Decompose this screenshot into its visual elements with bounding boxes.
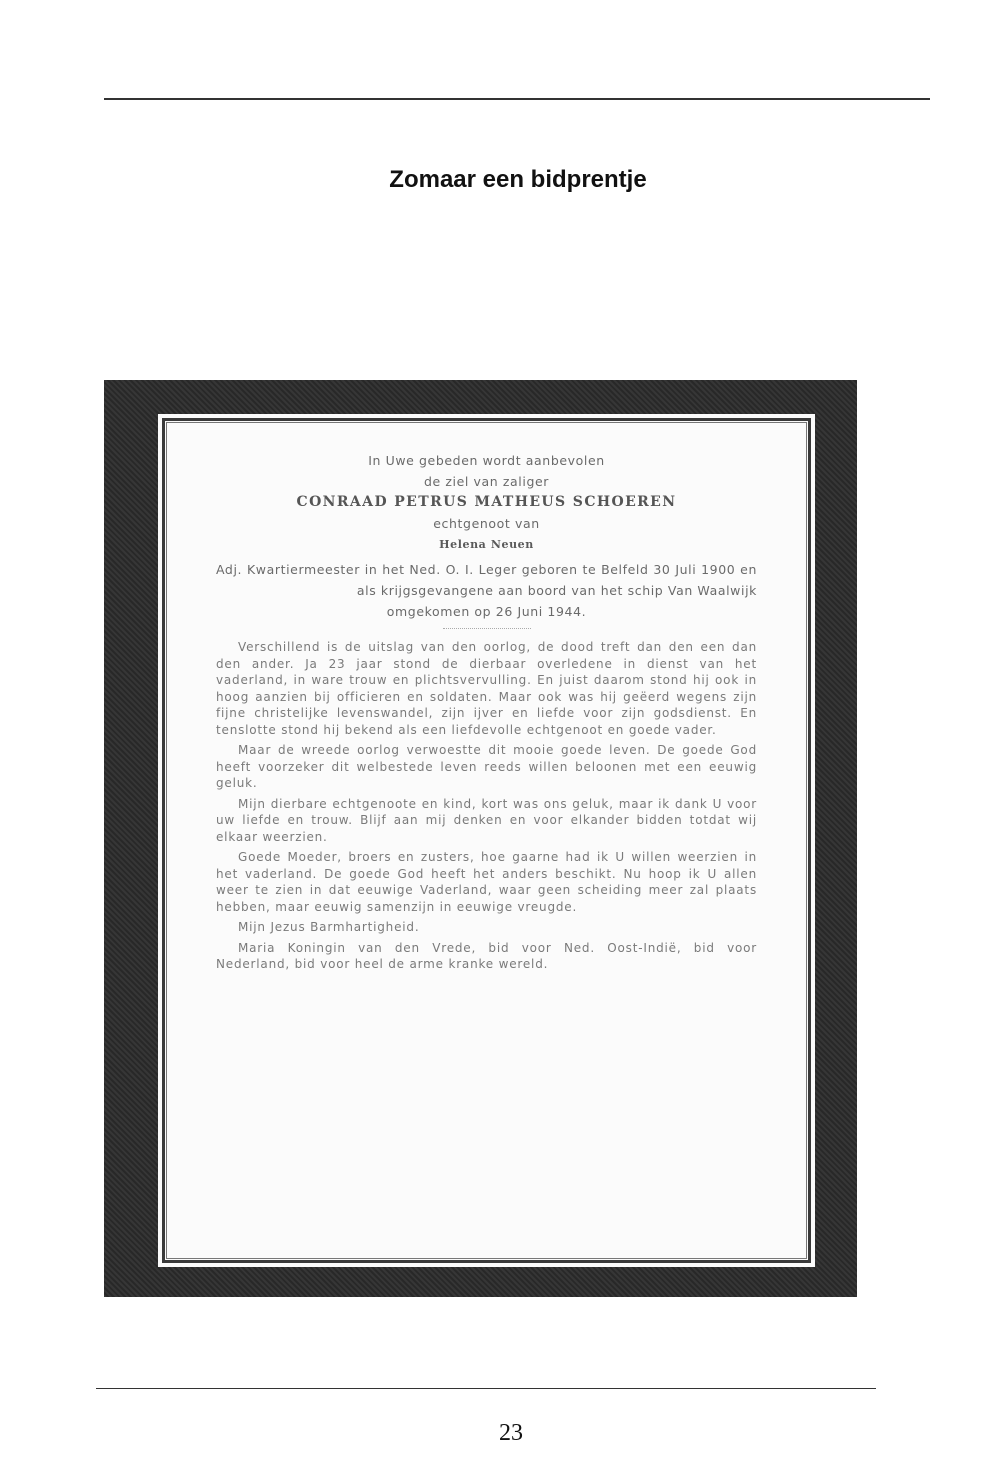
page-title: Zomaar een bidprentje (389, 166, 647, 193)
card-paragraph: Maria Koningin van den Vrede, bid voor Ned. Oost-Indië, bid voor Nederland, bid voor heel de arme kranke wereld. (216, 940, 757, 971)
card-paragraph: Goede Moeder, broers en zusters, hoe gaarne had ik U willen weerzien in het vaderland. De goede God heeft het anders beschikt. Nu hoop ik U allen weer te zien in dat eeuwige Vaderland, waar geen scheiding meer zal plaats hebben, maar eeuwig samenzijn in eeuwige vreugde. (216, 850, 757, 914)
rank-text: Adj. Kwartiermeester in het Ned. O. I. Leger geboren te Belfeld 30 Juli 1900 en als krijgsgevangene aan boord van het schip Van Waalwijk (216, 562, 757, 598)
card-paragraph: Mijn dierbare echtgenoote en kind, kort was ons geluk, maar ik dank U voor uw liefde en trouw. Blijf aan mij denken en voor elkander bidden totdat wij elkaar weerzien. (216, 796, 757, 844)
card-paragraph: Maar de wreede oorlog verwoestte dit mooie goede leven. De goede God heeft voorzeker dit welbestede leven reeds willen beloonen met een eeuwig geluk. (216, 743, 757, 790)
card-paragraph: Verschillend is de uitslag van den oorlog, de dood treft dan den een dan den ander. Ja 23 jaar stond de dierbaar overledene in dienst van het vaderland, in ware trouw en plichtsvervulling. En juist daarom stond hij ook in hoog aanzien bij officieren en soldaten. Maar ook was hij geëerd wegens zijn fijne christelijke levenswandel, zijn ijver en liefde voor zijn godsdienst. En tenslotte stond hij bekend als een liefdevolle echtgenoot en goede vader. (216, 640, 757, 737)
death-line: omgekomen op 26 Juni 1944. (386, 604, 587, 619)
spouse-name: Helena Neuen (439, 538, 534, 551)
page-number: 23 (499, 1420, 523, 1446)
top-rule (104, 98, 930, 100)
rank-and-birth (216, 559, 757, 622)
intro-line-1: In Uwe gebeden wordt aanbevolen (368, 453, 605, 468)
memorial-card (104, 380, 857, 1297)
card-content (216, 450, 757, 977)
card-divider (443, 628, 531, 629)
intro-line-2: de ziel van zaliger (423, 474, 550, 489)
spouse-label: echtgenoot van (433, 516, 540, 531)
card-intro (216, 450, 757, 555)
deceased-name: CONRAAD PETRUS MATHEUS SCHOEREN (296, 494, 677, 510)
card-paragraph: Mijn Jezus Barmhartigheid. (238, 920, 420, 934)
card-panel (158, 414, 815, 1267)
bottom-rule (96, 1388, 876, 1389)
